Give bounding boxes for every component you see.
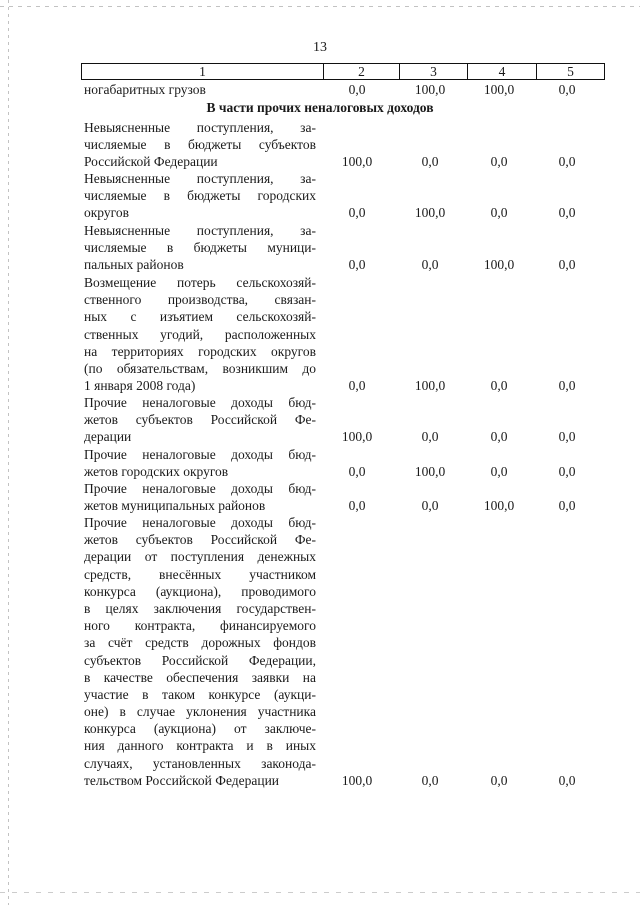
row-value-col-5: 0,0 bbox=[558, 498, 576, 514]
row-label-line: за счёт средств дорожных фондов bbox=[84, 635, 316, 651]
row-value-col-2: 100,0 bbox=[341, 773, 373, 788]
row-label-line: тельством Российской Федерации bbox=[84, 772, 280, 788]
row-label bbox=[84, 480, 316, 514]
row-value-col-2: 0,0 bbox=[348, 82, 366, 97]
row-label-line: Невыясненные поступления, за- bbox=[84, 223, 316, 238]
row-value-col-2: 100,0 bbox=[341, 429, 373, 445]
row-value-col-2: 0,0 bbox=[348, 498, 366, 514]
row-label-line: Невыясненные поступления, за- bbox=[84, 171, 316, 186]
row-label-line: конкурса (аукциона) от заключе- bbox=[84, 721, 316, 737]
row-label-line: жетов субъектов Российской Фе- bbox=[84, 532, 316, 548]
row-label-line: оне) в случае уклонения участника bbox=[84, 704, 316, 720]
row-label-line: 1 января 2008 года) bbox=[84, 378, 196, 394]
row-label-line: пальных районов bbox=[84, 257, 184, 273]
row-label-line: Российской Федерации bbox=[84, 154, 218, 170]
row-value-col-5: 0,0 bbox=[558, 773, 576, 788]
row-label-line: числяемые в бюджеты муници- bbox=[84, 240, 316, 256]
row-value-col-3: 100,0 bbox=[414, 82, 446, 97]
row-value-col-5: 0,0 bbox=[558, 82, 576, 97]
row-value-col-3: 100,0 bbox=[414, 464, 446, 480]
row-value-col-5: 0,0 bbox=[558, 154, 576, 170]
row-label bbox=[84, 274, 316, 394]
scan-edge-left bbox=[8, 0, 9, 905]
row-label bbox=[84, 394, 316, 446]
row-value-col-4: 100,0 bbox=[483, 498, 515, 514]
row-label-line: на территориях городских округов bbox=[84, 343, 316, 359]
row-value-col-4: 0,0 bbox=[490, 464, 508, 480]
row-label-line: Невыясненные поступления, за- bbox=[84, 120, 316, 135]
row-label-line: дерации от поступления денежных bbox=[84, 549, 316, 565]
row-label-line: числяемые в бюджеты субъектов bbox=[84, 137, 316, 153]
row-value-col-2: 0,0 bbox=[348, 464, 366, 480]
row-label-line: средств, внесённых участником bbox=[84, 566, 316, 582]
table-header-row bbox=[81, 63, 605, 80]
row-value-col-3: 100,0 bbox=[414, 378, 446, 394]
row-label-line: ственных угодий, расположенных bbox=[84, 326, 316, 342]
row-value-col-3: 0,0 bbox=[421, 773, 439, 788]
scan-edge-top bbox=[0, 6, 640, 7]
row-value-col-3: 0,0 bbox=[421, 429, 439, 445]
row-value-col-4: 0,0 bbox=[490, 378, 508, 394]
table-header-cell: 5 bbox=[536, 64, 604, 79]
row-value-col-4: 0,0 bbox=[490, 429, 508, 445]
row-label bbox=[84, 81, 316, 98]
row-label-line: ния данного контракта и в иных bbox=[84, 738, 316, 754]
row-label-line: (по обязательствам, возникшим до bbox=[84, 360, 316, 376]
row-value-col-5: 0,0 bbox=[558, 464, 576, 480]
row-label-line: ного контракта, финансируемого bbox=[84, 618, 316, 634]
row-label bbox=[84, 446, 316, 480]
row-value-col-3: 0,0 bbox=[421, 257, 439, 273]
row-label-line: субъектов Российской Федерации, bbox=[84, 652, 316, 668]
row-label-line: ственного производства, связан- bbox=[84, 292, 316, 308]
row-value-col-5: 0,0 bbox=[558, 429, 576, 445]
row-label-line: округов bbox=[84, 205, 129, 221]
row-value-col-4: 100,0 bbox=[483, 82, 515, 97]
row-value-col-2: 100,0 bbox=[341, 154, 373, 170]
row-label bbox=[84, 119, 316, 171]
row-label-line: ных с изъятием сельскохозяй- bbox=[84, 309, 316, 325]
table-header-cell: 3 bbox=[399, 64, 467, 79]
row-value-col-5: 0,0 bbox=[558, 378, 576, 394]
row-label-line: случаях, установленных законода- bbox=[84, 755, 316, 771]
row-value-col-5: 0,0 bbox=[558, 205, 576, 221]
row-label-line: жетов городских округов bbox=[84, 464, 229, 480]
row-value-col-4: 100,0 bbox=[483, 257, 515, 273]
row-label bbox=[84, 514, 316, 789]
row-value-col-2: 0,0 bbox=[348, 378, 366, 394]
table-header-cell: 2 bbox=[323, 64, 399, 79]
row-value-col-4: 0,0 bbox=[490, 205, 508, 221]
row-value-col-4: 0,0 bbox=[490, 154, 508, 170]
row-label-line: Прочие неналоговые доходы бюд- bbox=[84, 447, 316, 462]
page-number: 13 bbox=[313, 40, 327, 55]
row-label-line: числяемые в бюджеты городских bbox=[84, 188, 316, 204]
row-label-line: жетов субъектов Российской Фе- bbox=[84, 412, 316, 428]
row-label-line: дерации bbox=[84, 429, 132, 445]
row-label bbox=[84, 222, 316, 274]
section-title: В части прочих неналоговых доходов bbox=[206, 100, 434, 115]
row-label-line: в качестве обеспечения заявки на bbox=[84, 669, 316, 685]
table-header-cell: 4 bbox=[467, 64, 536, 79]
row-label-line: Прочие неналоговые доходы бюд- bbox=[84, 515, 316, 530]
row-label-line: участие в таком конкурсе (аукци- bbox=[84, 686, 316, 702]
row-label-line: жетов муниципальных районов bbox=[84, 498, 266, 514]
row-value-col-2: 0,0 bbox=[348, 257, 366, 273]
row-label bbox=[84, 170, 316, 222]
row-value-col-5: 0,0 bbox=[558, 257, 576, 273]
row-label-line: Прочие неналоговые доходы бюд- bbox=[84, 395, 316, 410]
row-label-line: Возмещение потерь сельскохозяй- bbox=[84, 275, 316, 290]
row-value-col-2: 0,0 bbox=[348, 205, 366, 221]
row-value-col-3: 100,0 bbox=[414, 205, 446, 221]
row-label-line: ногабаритных грузов bbox=[84, 82, 206, 97]
scan-edge-bottom bbox=[0, 892, 640, 893]
row-value-col-3: 0,0 bbox=[421, 498, 439, 514]
row-label-line: в целях заключения государствен- bbox=[84, 600, 316, 616]
row-label-line: конкурса (аукциона), проводимого bbox=[84, 583, 316, 599]
row-value-col-4: 0,0 bbox=[490, 773, 508, 788]
row-value-col-3: 0,0 bbox=[421, 154, 439, 170]
table-header-cell: 1 bbox=[199, 64, 206, 79]
row-label-line: Прочие неналоговые доходы бюд- bbox=[84, 481, 316, 496]
